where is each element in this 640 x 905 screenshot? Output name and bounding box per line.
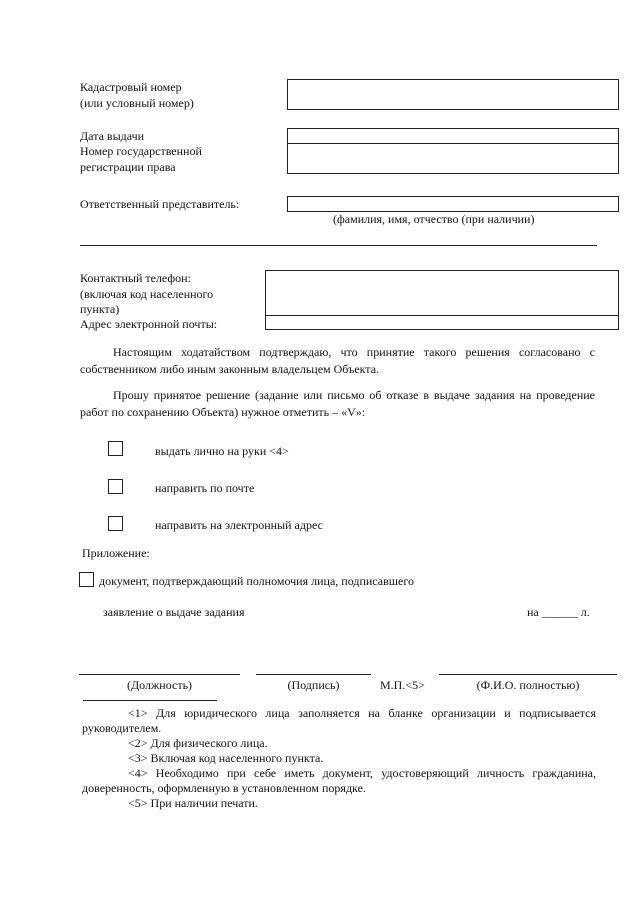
footnote-4: <4> Необходимо при себе иметь документ, удостоверяющий личность гражданина, доверенность, оформленную в установленном порядке. <box>82 766 596 795</box>
phone-label-note: (включая код населенного <box>80 287 214 301</box>
stamp-caption: М.П.<5> <box>380 678 425 692</box>
footnote-3: <3> Включая код населенного пункта. <box>128 751 324 765</box>
pages-count <box>527 604 590 620</box>
footnote-2: <2> Для физического лица. <box>128 736 268 750</box>
pages-suffix: л. <box>580 605 590 619</box>
footnote-separator <box>83 700 217 701</box>
cadastral-label-note: (или условный номер) <box>80 96 194 110</box>
request-paragraph: Прошу принятое решение (задание или письмо об отказе в выдаче задания на проведение работ по сохранению Объекта) нужное отметить – «V»: <box>80 388 595 419</box>
phone-label: Контактный телефон: <box>80 271 191 285</box>
email-label: Адрес электронной почты: <box>80 317 218 331</box>
option-by-mail-label: направить по почте <box>155 481 255 495</box>
full-name-caption: (Ф.И.О. полностью) <box>476 678 580 692</box>
separator-line <box>80 245 597 246</box>
position-caption: (Должность) <box>126 678 193 692</box>
footnote-5: <5> При наличии печати. <box>128 796 258 810</box>
issue-date-label: Дата выдачи <box>80 129 145 143</box>
registration-input[interactable] <box>287 143 619 174</box>
attachment-heading: Приложение: <box>82 546 150 560</box>
registration-label-note: регистрации права <box>80 160 176 174</box>
option-in-person-label: выдать лично на руки <4> <box>155 444 289 458</box>
pages-blank[interactable]: ______ <box>541 605 578 619</box>
registration-label: Номер государственной <box>80 144 202 158</box>
signature-caption: (Подпись) <box>287 678 340 692</box>
option-in-person-checkbox[interactable] <box>108 441 123 456</box>
full-name-line <box>439 674 617 675</box>
representative-caption: (фамилия, имя, отчество (при наличии) <box>333 212 535 226</box>
option-by-email-label: направить на электронный адрес <box>155 518 323 532</box>
signature-line <box>256 674 371 675</box>
pages-prefix: на <box>527 605 539 619</box>
attachment-document-label: документ, подтверждающий полномочия лица, подписавшего <box>99 574 414 588</box>
attachment-document-checkbox[interactable] <box>79 572 94 587</box>
attachment-statement-label: заявление о выдаче задания <box>103 605 245 619</box>
issue-date-input[interactable] <box>287 128 619 144</box>
position-line <box>79 674 240 675</box>
cadastral-label: Кадастровый номер <box>80 80 182 94</box>
footnote-1: <1> Для юридического лица заполняется на бланке организации и подписывается руководителем. <box>82 706 596 735</box>
representative-input[interactable] <box>287 196 619 212</box>
confirmation-paragraph: Настоящим ходатайством подтверждаю, что принятие такого решения согласовано с собственником либо иным законным владельцем Объекта. <box>80 345 595 376</box>
phone-input[interactable] <box>265 270 619 316</box>
representative-label: Ответственный представитель: <box>80 197 240 211</box>
cadastral-input[interactable] <box>287 79 619 110</box>
email-input[interactable] <box>265 315 619 330</box>
phone-label-note-2: пункта) <box>80 302 120 316</box>
option-by-email-checkbox[interactable] <box>108 516 123 531</box>
option-by-mail-checkbox[interactable] <box>108 479 123 494</box>
